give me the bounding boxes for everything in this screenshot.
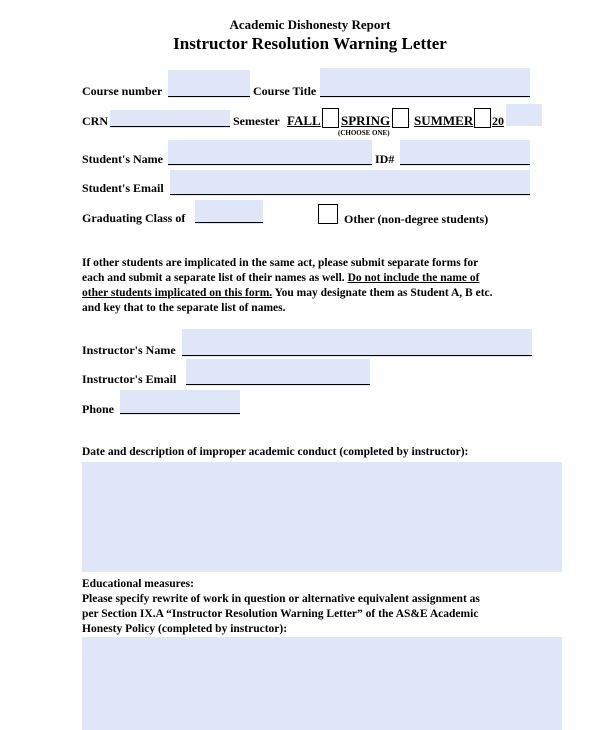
instructor-email-field[interactable] xyxy=(186,359,370,386)
year-prefix: 20 xyxy=(492,114,504,128)
id-field[interactable] xyxy=(400,140,530,166)
instructor-name-field[interactable] xyxy=(182,329,532,357)
student-name-field[interactable] xyxy=(168,140,372,166)
notice-warning-part-2: other students implicated on this form. xyxy=(82,287,273,299)
phone-underline xyxy=(120,413,240,414)
course-title-underline xyxy=(320,96,530,97)
other-label: Other (non-degree students) xyxy=(344,212,489,226)
conduct-description-label: Date and description of improper academic conduct (completed by instructor): xyxy=(82,446,469,458)
notice-line-1: If other students are implicated in the same act, please submit separate forms for xyxy=(82,257,479,269)
spring-checkbox[interactable] xyxy=(392,108,409,128)
document-subtitle: Academic Dishonesty Report xyxy=(229,17,391,32)
year-field[interactable] xyxy=(506,104,542,126)
semester-fall-option: FALL xyxy=(287,113,321,128)
student-email-underline xyxy=(170,194,530,195)
instructor-name-underline xyxy=(182,355,532,356)
crn-underline xyxy=(110,126,230,127)
phone-label: Phone xyxy=(82,402,115,416)
student-name-underline xyxy=(168,164,372,165)
phone-field[interactable] xyxy=(120,390,240,415)
instructor-email-label: Instructor's Email xyxy=(82,372,177,386)
notice-line-2 xyxy=(82,271,542,286)
other-checkbox[interactable] xyxy=(318,204,338,224)
course-number-field[interactable] xyxy=(168,70,250,98)
instructor-name-label: Instructor's Name xyxy=(82,343,176,357)
student-name-label: Student's Name xyxy=(82,152,164,166)
id-underline xyxy=(400,164,530,165)
course-number-label: Course number xyxy=(82,84,163,98)
student-email-field[interactable] xyxy=(170,170,530,196)
grad-class-underline xyxy=(195,222,263,223)
crn-label: CRN xyxy=(82,114,108,128)
notice-warning-part-1: Do not include the name of xyxy=(347,272,480,284)
course-number-underline xyxy=(168,96,250,97)
choose-one-note: (CHOOSE ONE) xyxy=(338,129,390,137)
conduct-description-field[interactable] xyxy=(82,462,562,572)
summer-checkbox[interactable] xyxy=(474,108,491,128)
id-label: ID# xyxy=(375,152,395,166)
course-title-label: Course Title xyxy=(253,84,317,98)
grad-class-field[interactable] xyxy=(195,200,263,224)
measures-line-2: per Section IX.A “Instructor Resolution Warning Letter” of the AS&E Academic xyxy=(82,608,479,620)
semester-spring-option: SPRING xyxy=(341,113,391,128)
fall-checkbox[interactable] xyxy=(322,108,339,128)
implication-notice xyxy=(82,256,542,316)
educational-measures-text xyxy=(82,577,552,637)
document-title: Instructor Resolution Warning Letter xyxy=(173,34,447,53)
student-email-label: Student's Email xyxy=(82,181,164,195)
notice-line-2-text: each and submit a separate list of their names as well. xyxy=(82,272,348,284)
notice-line-4: and key that to the separate list of names. xyxy=(82,302,286,314)
course-title-field[interactable] xyxy=(320,68,530,98)
instructor-email-underline xyxy=(186,384,370,385)
measures-line-1: Please specify rewrite of work in question or alternative equivalent assignment as xyxy=(82,593,480,605)
notice-line-3 xyxy=(82,286,542,301)
educational-measures-field[interactable] xyxy=(82,637,562,730)
semester-summer-option: SUMMER xyxy=(414,113,474,128)
measures-line-3: Honesty Policy (completed by instructor): xyxy=(82,623,288,635)
measures-heading: Educational measures: xyxy=(82,578,194,590)
grad-class-label: Graduating Class of xyxy=(82,211,186,225)
semester-label: Semester xyxy=(233,114,280,128)
notice-line-3-text: You may designate them as Student A, B etc. xyxy=(272,287,493,299)
